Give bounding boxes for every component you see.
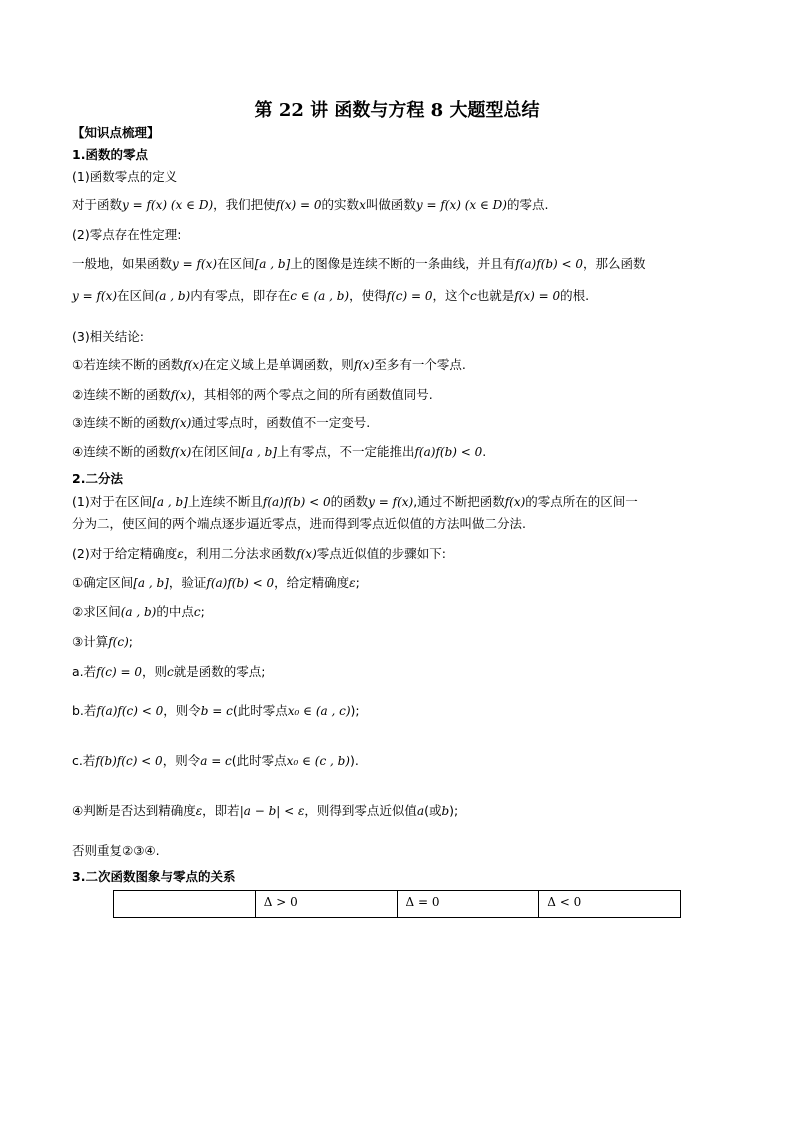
step-4: ④判断是否达到精确度ε，即若|a − b| < ε，则得到零点近似值a(或b); bbox=[72, 803, 459, 818]
s2-p1-line1: (1)对于在区间[a , b]上连续不断且f(a)f(b) < 0的函数y = f(x),通过不断把函数f(x)的零点所在的区间一 bbox=[72, 494, 638, 509]
s2-p2: (2)对于给定精确度ε，利用二分法求函数f(x)零点近似值的步骤如下: bbox=[72, 546, 446, 561]
s1-p2-text-line2: y = f(x)在区间(a , b)内有零点，即存在c ∈ (a , b)，使得f(c) = 0，这个c也就是f(x) = 0的根. bbox=[72, 288, 590, 303]
s1-p2-label: (2)零点存在性定理: bbox=[72, 227, 182, 242]
quadratic-zero-table bbox=[113, 890, 681, 918]
heading-zero-point: 1.函数的零点 bbox=[72, 147, 148, 162]
table-header-cell bbox=[114, 891, 256, 918]
step-2: ②求区间(a , b)的中点c; bbox=[72, 604, 205, 619]
table-header-cell: Δ > 0 bbox=[255, 891, 397, 918]
heading-bisection: 2.二分法 bbox=[72, 471, 123, 486]
s1-p1-text: 对于函数y = f(x) (x ∈ D)，我们把使f(x) = 0的实数x叫做函数y = f(x) (x ∈ D)的零点. bbox=[72, 197, 549, 212]
step-3c: c.若f(b)f(c) < 0，则令a = c(此时零点x₀ ∈ (c , b)). bbox=[72, 753, 359, 768]
step-3a: a.若f(c) = 0，则c就是函数的零点; bbox=[72, 664, 266, 679]
conclusion-2: ②连续不断的函数f(x)，其相邻的两个零点之间的所有函数值同号. bbox=[72, 387, 433, 402]
section-header: 【知识点梳理】 bbox=[72, 125, 160, 140]
conclusion-4: ④连续不断的函数f(x)在闭区间[a , b]上有零点，不一定能推出f(a)f(b) < 0. bbox=[72, 444, 487, 459]
s1-p3-label: (3)相关结论: bbox=[72, 329, 144, 344]
s2-p1-line2: 分为二，使区间的两个端点逐步逼近零点，进而得到零点近似值的方法叫做二分法. bbox=[72, 516, 526, 531]
s1-p2-text-line1: 一般地，如果函数y = f(x)在区间[a , b]上的图像是连续不断的一条曲线，并且有f(a)f(b) < 0，那么函数 bbox=[72, 256, 646, 271]
table-row bbox=[114, 891, 681, 918]
table-header-cell: Δ < 0 bbox=[539, 891, 681, 918]
conclusion-1: ①若连续不断的函数f(x)在定义域上是单调函数，则f(x)至多有一个零点. bbox=[72, 357, 466, 372]
page-title: 第 22 讲 函数与方程 8 大题型总结 bbox=[254, 100, 540, 121]
step-3: ③计算f(c); bbox=[72, 634, 133, 649]
table-header-cell: Δ = 0 bbox=[397, 891, 539, 918]
s1-p1-label: (1)函数零点的定义 bbox=[72, 169, 178, 184]
step-1: ①确定区间[a , b]，验证f(a)f(b) < 0，给定精确度ε; bbox=[72, 575, 360, 590]
step-3b: b.若f(a)f(c) < 0，则令b = c(此时零点x₀ ∈ (a , c)); bbox=[72, 703, 360, 718]
heading-quadratic-zeros: 3.二次函数图象与零点的关系 bbox=[72, 869, 236, 884]
repeat-note: 否则重复②③④. bbox=[72, 843, 160, 858]
conclusion-3: ③连续不断的函数f(x)通过零点时，函数值不一定变号. bbox=[72, 415, 371, 430]
